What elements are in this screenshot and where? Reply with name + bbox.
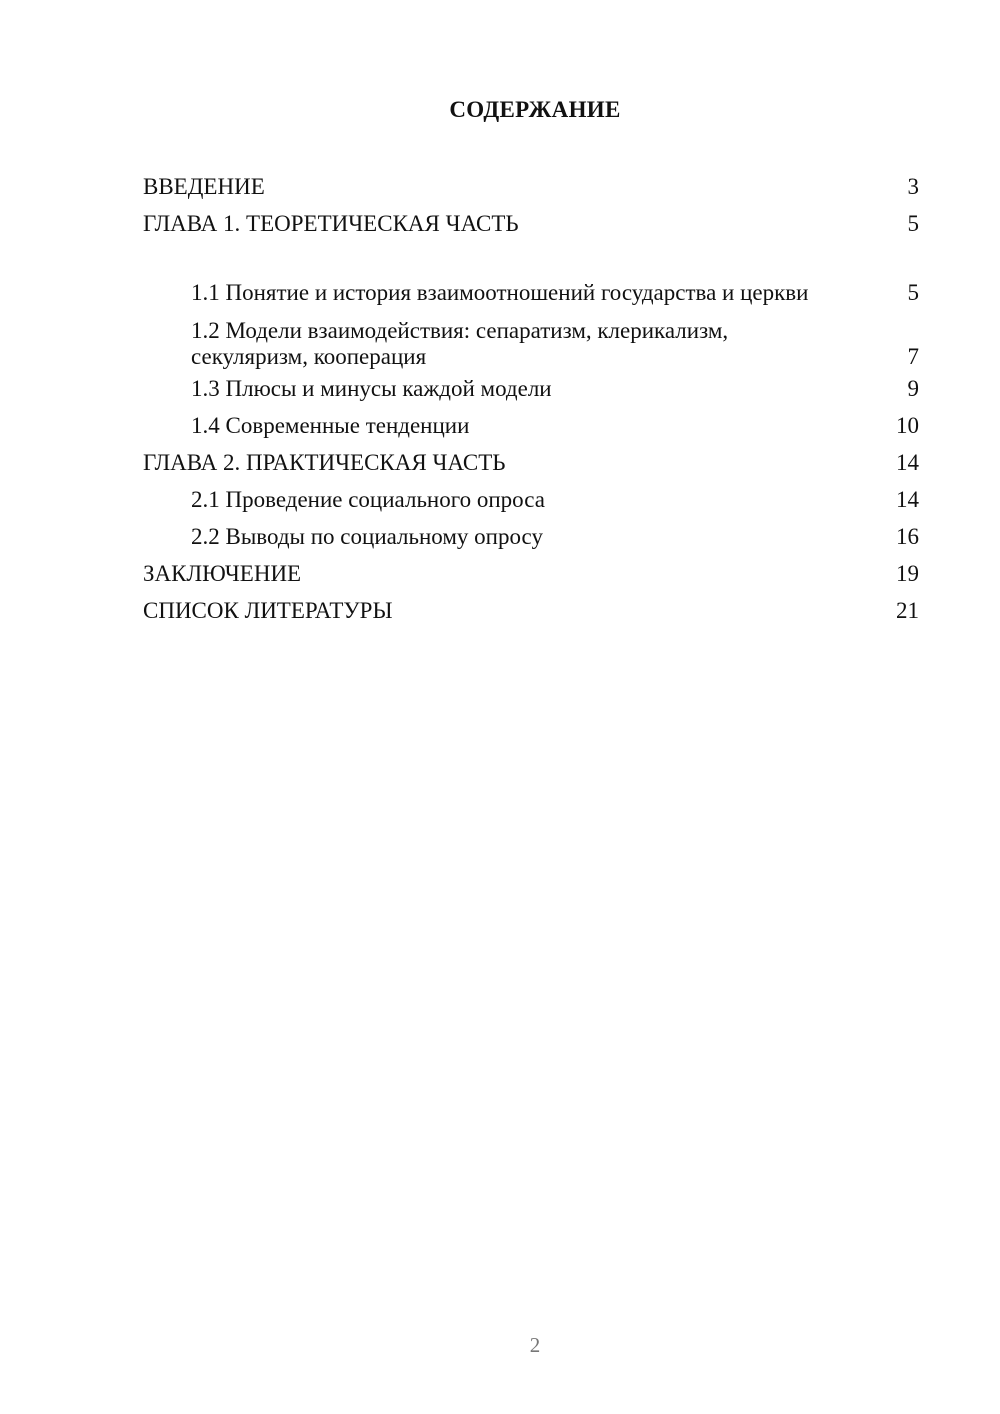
toc-entry-page: 10 bbox=[896, 412, 919, 438]
toc-entry-label: ЗАКЛЮЧЕНИЕ bbox=[143, 560, 302, 586]
toc-entry-label: 2.2 Выводы по социальному опросу bbox=[191, 523, 543, 549]
toc-entry-page: 19 bbox=[896, 560, 919, 586]
toc-entry-section-1-4 bbox=[143, 407, 919, 444]
page-number: 2 bbox=[529, 1333, 541, 1357]
toc-entry-label: 1.4 Современные тенденции bbox=[191, 412, 470, 438]
toc-entry-references bbox=[143, 592, 919, 629]
toc-entry-page: 5 bbox=[907, 280, 919, 305]
toc-entry-page: 3 bbox=[907, 173, 919, 199]
toc-entry-introduction bbox=[143, 168, 919, 205]
toc-entry-label: 1.3 Плюсы и минусы каждой модели bbox=[191, 375, 552, 401]
toc-entry-section-1-1 bbox=[143, 242, 919, 306]
toc-entry-label: 1.2 Модели взаимодействия: сепаратизм, клерикализм, секуляризм, кооперация bbox=[191, 318, 729, 369]
toc-list bbox=[143, 168, 919, 629]
toc-entry-label: 2.1 Проведение социального опроса bbox=[191, 486, 545, 512]
toc-entry-label: 1.1 Понятие и история взаимоотношений государства и церкви bbox=[191, 280, 809, 305]
toc-entry-page: 9 bbox=[907, 375, 919, 401]
toc-entry-section-1-2 bbox=[143, 306, 919, 370]
toc-entry-label: ВВЕДЕНИЕ bbox=[143, 173, 265, 199]
toc-entry-label: СПИСОК ЛИТЕРАТУРЫ bbox=[143, 597, 393, 623]
toc-entry-section-1-3 bbox=[143, 370, 919, 407]
toc-entry-label: ГЛАВА 1. ТЕОРЕТИЧЕСКАЯ ЧАСТЬ bbox=[143, 210, 519, 236]
toc-title: СОДЕРЖАНИЕ bbox=[449, 97, 621, 122]
toc-entry-page: 5 bbox=[907, 210, 919, 236]
toc-entry-label: ГЛАВА 2. ПРАКТИЧЕСКАЯ ЧАСТЬ bbox=[143, 449, 506, 475]
toc-entry-section-2-1 bbox=[143, 481, 919, 518]
toc-entry-page: 16 bbox=[896, 523, 919, 549]
toc-entry-page: 7 bbox=[907, 344, 919, 369]
toc-entry-chapter-2 bbox=[143, 444, 919, 481]
toc-entry-page: 21 bbox=[896, 597, 919, 623]
toc-entry-section-2-2 bbox=[143, 518, 919, 555]
toc-entry-page: 14 bbox=[896, 449, 919, 475]
toc-entry-chapter-1 bbox=[143, 205, 919, 242]
toc-entry-conclusion bbox=[143, 555, 919, 592]
toc-entry-page: 14 bbox=[896, 486, 919, 512]
